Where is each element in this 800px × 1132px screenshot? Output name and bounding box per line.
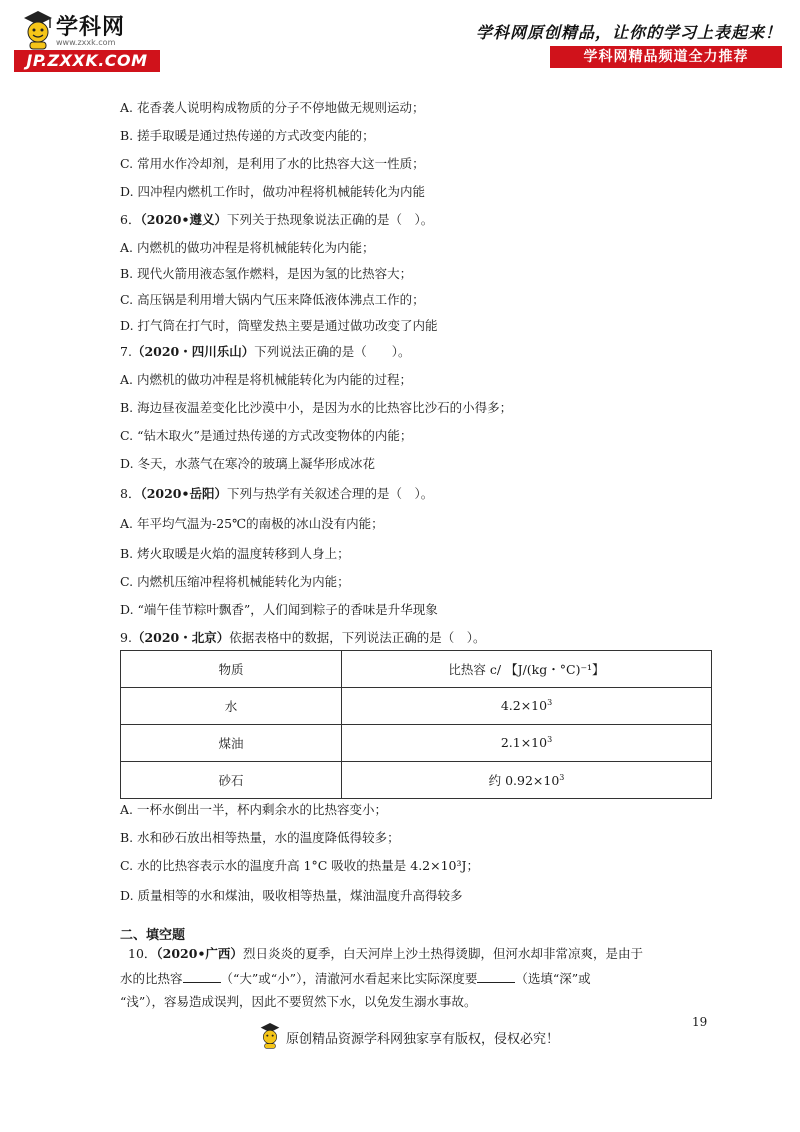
question-10-line-3 [120,994,477,1010]
table-header-row [121,651,712,688]
line-text: B. 搓手取暖是通过热传递的方式改变内能的； [120,128,375,143]
line-text: B. 海边昼夜温差变化比沙漠中小，是因为水的比热容比沙石的小得多； [120,400,513,415]
option-line [120,574,350,590]
line-text: C. 高压锅是利用增大锅内气压来降低液体沸点工作的； [120,292,425,307]
line-text: B. 现代火箭用液态氢作燃料，是因为氢的比热容大； [120,266,413,281]
question-text: （选填“深”或 [515,971,591,986]
line-text: A. 一杯水倒出一半，杯内剩余水的比热容变小； [120,802,387,817]
table-header-cell: 物质 [121,651,342,688]
table-value: 4.2×10 [500,698,548,714]
table-cell [342,725,712,762]
question-stem [120,344,411,360]
table-value: 2.1×10 [500,735,548,751]
question-10-line-1 [120,946,643,962]
option-line [120,100,424,116]
line-text: D. 四冲程内燃机工作时，做功冲程将机械能转化为内能 [120,184,426,199]
line-text: 依据表格中的数据，下列说法正确的是（ ）。 [229,630,486,645]
line-text: C. 常用水作冷却剂，是利用了水的比热容大这一性质； [120,156,425,171]
question-text: 水的比热容 [120,971,183,986]
line-text: D. 冬天，水蒸气在寒冷的玻璃上凝华形成冰花 [120,456,376,471]
specific-heat-table [120,650,712,799]
option-line [120,156,425,172]
option-line [120,802,387,818]
question-number: 6． [120,212,141,227]
section-title: 二、填空题 [120,928,186,943]
option-line [120,372,412,388]
option-line [120,128,375,144]
question-number: 7. [120,344,132,359]
question-source: （2020•广西） [156,946,243,961]
logo-url-bar: JP.ZXXK.COM [14,50,160,72]
question-source: （2020•遵义） [140,212,227,227]
question-text: （“大”或“小”），清澈河水看起来比实际深度要 [220,971,478,986]
option-line [120,602,438,618]
line-text: A. 年平均气温为-25℃的南极的冰山没有内能； [120,516,384,531]
page-number: 19 [692,1015,708,1029]
option-line [120,240,374,256]
line-text: C. 内燃机压缩冲程将机械能转化为内能； [120,574,350,589]
question-text: 烈日炎炎的夏季，白天河岸上沙土热得烫脚，但河水却非常凉爽，是由于 [242,946,643,961]
line-text: D. 质量相等的水和煤油，吸收相等热量，煤油温度升高得较多 [120,888,463,903]
table-row [121,688,712,725]
line-text: C. “钻木取火”是通过热传递的方式改变物体的内能； [120,428,413,443]
logo-url: www.zxxk.com [56,38,116,47]
table-value: 约 0.92×10 [488,773,560,788]
line-text: 下列说法正确的是（ ）。 [254,344,411,359]
header-banner: 学科网精品频道全力推荐 [550,46,782,68]
line-text: D. “端午佳节粽叶飘香”，人们闻到粽子的香味是升华现象 [120,602,438,617]
table-cell [342,688,712,725]
question-number: 9. [120,630,132,645]
mascot-icon [258,1020,282,1050]
line-text: 下列与热学有关叙述合理的是（ ）。 [226,486,434,501]
line-text: A. 内燃机的做功冲程是将机械能转化为内能； [120,240,375,255]
table-cell [342,762,712,799]
option-line [120,858,479,874]
question-number: 8． [120,486,141,501]
question-stem [120,212,433,228]
line-text: B. 水和砂石放出相等热量，水的温度降低得较多； [120,830,400,845]
table-exponent: 3 [547,735,553,745]
option-line [120,184,425,200]
table-cell: 煤油 [121,725,342,762]
table-cell: 砂石 [121,762,342,799]
header-slogan: 学科网原创精品，让你的学习上表起来！ [475,23,782,42]
option-line [120,456,375,472]
option-line [120,318,438,334]
question-source: （2020・北京） [131,630,230,645]
table-header-cell: 比热容 c/ 【J/(kg・°C)⁻¹】 [342,651,712,688]
question-source: （2020・四川乐山） [131,344,255,359]
question-text: “浅”），容易造成误判，因此不要贸然下水，以免发生溺水事故。 [120,994,477,1009]
option-line [120,428,412,444]
table-row [121,762,712,799]
option-line [120,546,350,562]
option-line [120,830,400,846]
table-row [121,725,712,762]
question-number: 10． [128,946,157,961]
fill-blank[interactable] [183,970,221,983]
table-cell: 水 [121,688,342,725]
line-text: A. 花香袭人说明构成物质的分子不停地做无规则运动； [120,100,425,115]
table-exponent: 3 [559,772,565,782]
line-text: B. 烤火取暖是火焰的温度转移到人身上； [120,546,350,561]
footer-copyright: 原创精品资源学科网独家享有版权，侵权必究！ [286,1032,560,1047]
question-10-line-2 [120,970,591,987]
line-text: C. 水的比热容表示水的温度升高 1°C 吸收的热量是 4.2×10³J； [120,858,480,873]
option-line [120,888,463,904]
fill-blank[interactable] [477,970,515,983]
option-line [120,266,412,282]
line-text: D. 打气筒在打气时，筒壁发热主要是通过做功改变了内能 [120,318,438,333]
question-stem [120,630,486,646]
logo-text: 学科网 [56,15,126,40]
question-stem [120,486,433,502]
table-exponent: 3 [547,698,553,708]
option-line [120,400,512,416]
option-line [120,292,425,308]
line-text: 下列关于热现象说法正确的是（ ）。 [226,212,434,227]
option-line [120,516,384,532]
line-text: A. 内燃机的做功冲程是将机械能转化为内能的过程； [120,372,412,387]
question-source: （2020•岳阳） [140,486,227,501]
